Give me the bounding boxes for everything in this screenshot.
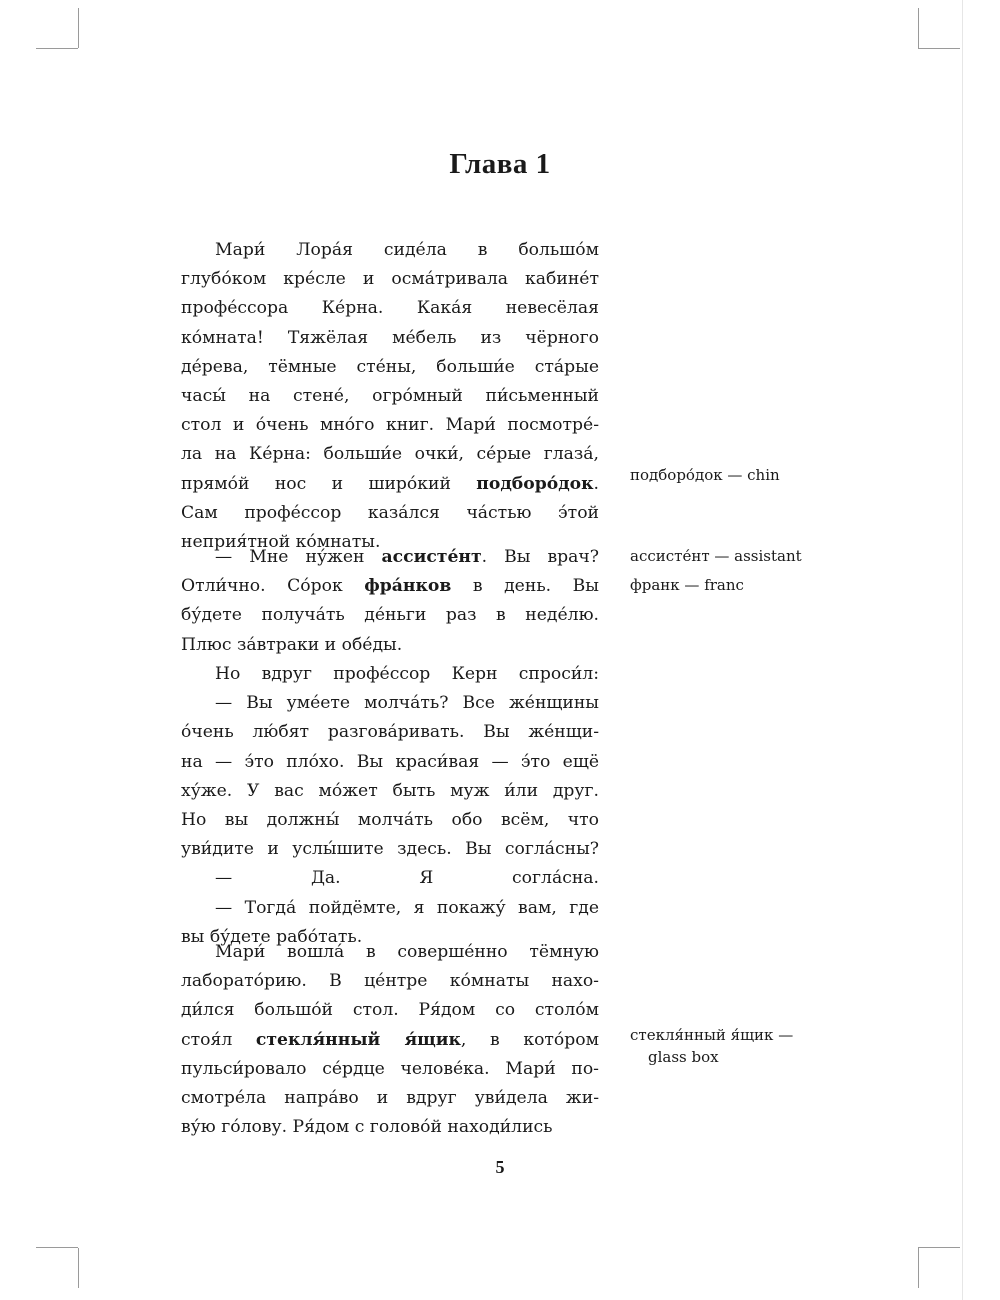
text-line: ди́лся большо́й стол. Ря́дом со столо́м [181,1000,599,1021]
text-line: Но вдруг профе́ссор Керн спроси́л: [215,664,599,684]
crop-mark-bottom-right-h [918,1247,960,1248]
gloss-text: стекля́нный я́щик — [630,1026,794,1044]
crop-mark-top-right-h [918,48,960,49]
text-line: — Да. Я согла́сна. [215,868,599,889]
text-line: неприя́тной ко́мнаты. [181,531,381,552]
glossed-term: фра́нков [364,576,452,597]
crop-mark-bottom-right-v [918,1248,919,1288]
text-line: профе́ссора Ке́рна. Кака́я невесёлая [181,298,599,319]
text-line: смотре́ла напра́во и вдруг уви́дела жи- [181,1087,599,1108]
gloss-text: франк — franc [630,576,744,594]
text-line: ла на Ке́рна: больши́е очки́, се́рые глаза́, [181,444,599,465]
crop-mark-top-left-h [36,48,78,49]
gloss-text: ассисте́нт — assistant [630,547,802,565]
paragraph-3 [181,660,599,952]
paragraph-1 [181,236,599,557]
text-line: пульси́ровало се́рдце челове́ка. Мари́ по- [181,1058,599,1079]
text-line: стол и о́чень мно́го книг. Мари́ посмотре́- [181,415,599,436]
text-line: прямо́й нос и широ́кий подборо́док. [181,473,599,494]
text-line: ко́мната! Тяжёлая ме́бель из чёрного [181,327,599,348]
text-line: о́чень лю́бят разгова́ривать. Вы же́нщи- [181,722,599,743]
glossed-term: подборо́док [476,473,594,494]
glossed-term: стекля́нный я́щик [255,1029,461,1050]
text-line: часы́ на стене́, огро́мный пи́сьменный [181,385,599,406]
page-edge-right [962,0,963,1300]
gloss-text: подборо́док — chin [630,466,780,484]
text-line: глубо́ком кре́сле и осма́тривала кабине́т [181,269,599,290]
crop-mark-top-right-v [918,8,919,48]
crop-mark-top-left-v [78,8,79,48]
crop-mark-bottom-left-h [36,1247,78,1248]
text-line: ху́же. У вас мо́жет быть муж и́ли друг. [181,780,599,801]
gloss-assistant [630,545,860,567]
text-line: стоя́л стекля́нный я́щик, в кото́ром [181,1029,599,1050]
text-line: Отли́чно. Со́рок фра́нков в день. Вы [181,576,599,597]
text-line: ву́ю го́лову. Ря́дом с голово́й находи́лись [181,1117,553,1138]
text-line: — Мне ну́жен ассисте́нт. Вы врач? [215,547,599,567]
text-line: Плюс за́втраки и обе́ды. [181,634,403,655]
text-line: — Тогда́ пойдёмте, я покажу́ вам, где [215,897,599,918]
text-line: Но вы должны́ молча́ть обо всём, что [181,809,599,830]
text-line: вы бу́дете рабо́тать. [181,926,363,947]
text-line: бу́дете получа́ть де́ньги раз в неде́лю. [181,605,599,626]
page-number: 5 [495,1157,505,1177]
paragraph-4 [181,938,599,1142]
text-line: Мари́ Лора́я сиде́ла в большо́м [215,240,599,260]
gloss-franc [630,574,860,596]
text-line: лаборато́рию. В це́нтре ко́мнаты нахо- [181,971,599,992]
gloss-text-continued: glass box [648,1048,719,1066]
text-line: Мари́ вошла́ в соверше́нно тёмную [215,942,599,962]
text-line: на — э́то пло́хо. Вы краси́вая — э́то ещё [181,751,599,772]
chapter-title: Глава 1 [449,148,551,180]
gloss-chin [630,464,860,486]
text-line: де́рева, тёмные сте́ны, больши́е ста́рые [181,356,599,377]
text-line: — Вы уме́ете молча́ть? Все же́нщины [215,693,599,714]
crop-mark-bottom-left-v [78,1248,79,1288]
text-line: уви́дите и услы́шите здесь. Вы согла́сны? [181,839,599,860]
glossed-term: ассисте́нт [381,547,482,567]
gloss-glass-box [630,1024,860,1068]
paragraph-2 [181,543,599,660]
text-line: Сам профе́ссор каза́лся ча́стью э́той [181,502,599,523]
